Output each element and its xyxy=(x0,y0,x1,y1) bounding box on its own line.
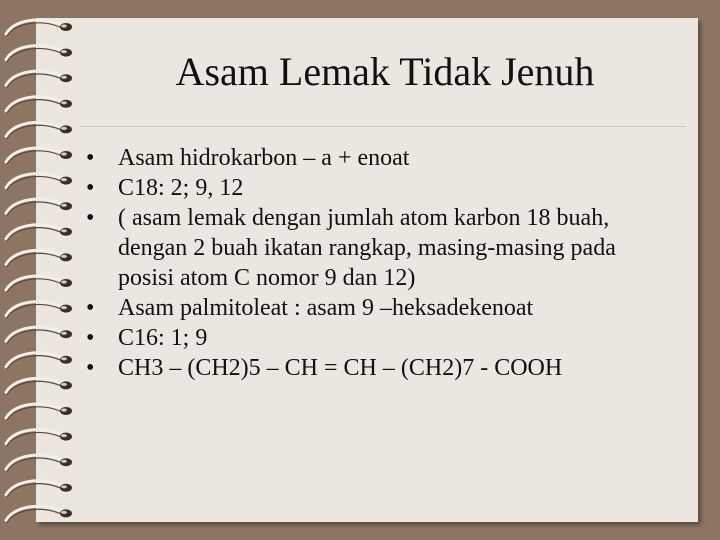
list-item xyxy=(86,323,666,353)
bullet-icon: • xyxy=(86,205,95,231)
bullet-text: C16: 1; 9 xyxy=(118,325,208,351)
binding-ring xyxy=(6,455,72,471)
binding-ring xyxy=(6,506,72,522)
binding-ring xyxy=(6,174,72,190)
binding-ring xyxy=(6,353,72,369)
bullet-text: CH3 – (CH2)5 – CH = CH – (CH2)7 - COOH xyxy=(118,355,563,381)
binding-ring xyxy=(6,46,72,62)
binding-ring xyxy=(6,430,72,446)
bullet-text: C18: 2; 9, 12 xyxy=(118,175,244,201)
bullet-text: ( asam lemak dengan jumlah atom karbon 18 buah, dengan 2 buah ikatan rangkap, masing-masing pada posisi atom C nomor 9 dan 12) xyxy=(118,205,616,291)
bullet-list xyxy=(86,143,666,383)
list-item xyxy=(86,173,666,203)
bullet-icon: • xyxy=(86,175,95,201)
binding-ring xyxy=(6,122,72,138)
bullet-text: Asam hidrokarbon – a + enoat xyxy=(118,145,410,171)
title-divider xyxy=(80,126,686,127)
binding-ring xyxy=(6,20,72,36)
binding-ring xyxy=(6,404,72,420)
bullet-text: Asam palmitoleat : asam 9 –heksadekenoat xyxy=(118,295,534,321)
binding-ring xyxy=(6,71,72,87)
list-item xyxy=(86,353,666,383)
binding-ring xyxy=(6,148,72,164)
slide-title: Asam Lemak Tidak Jenuh xyxy=(175,49,595,94)
list-item xyxy=(86,293,666,323)
list-item xyxy=(86,203,666,293)
bullet-icon: • xyxy=(86,145,95,171)
binding-ring xyxy=(6,225,72,241)
binding-ring xyxy=(6,276,72,292)
binding-ring xyxy=(6,97,72,113)
binding-ring xyxy=(6,327,72,343)
binding-ring xyxy=(6,378,72,394)
binding-ring xyxy=(6,481,72,497)
bullet-icon: • xyxy=(86,295,95,321)
binding-ring xyxy=(6,250,72,266)
bullet-icon: • xyxy=(86,325,95,351)
list-item xyxy=(86,143,666,173)
spiral-rings-icon xyxy=(0,0,80,540)
bullet-icon: • xyxy=(86,355,95,381)
binding-ring xyxy=(6,302,72,318)
binding-ring xyxy=(6,199,72,215)
